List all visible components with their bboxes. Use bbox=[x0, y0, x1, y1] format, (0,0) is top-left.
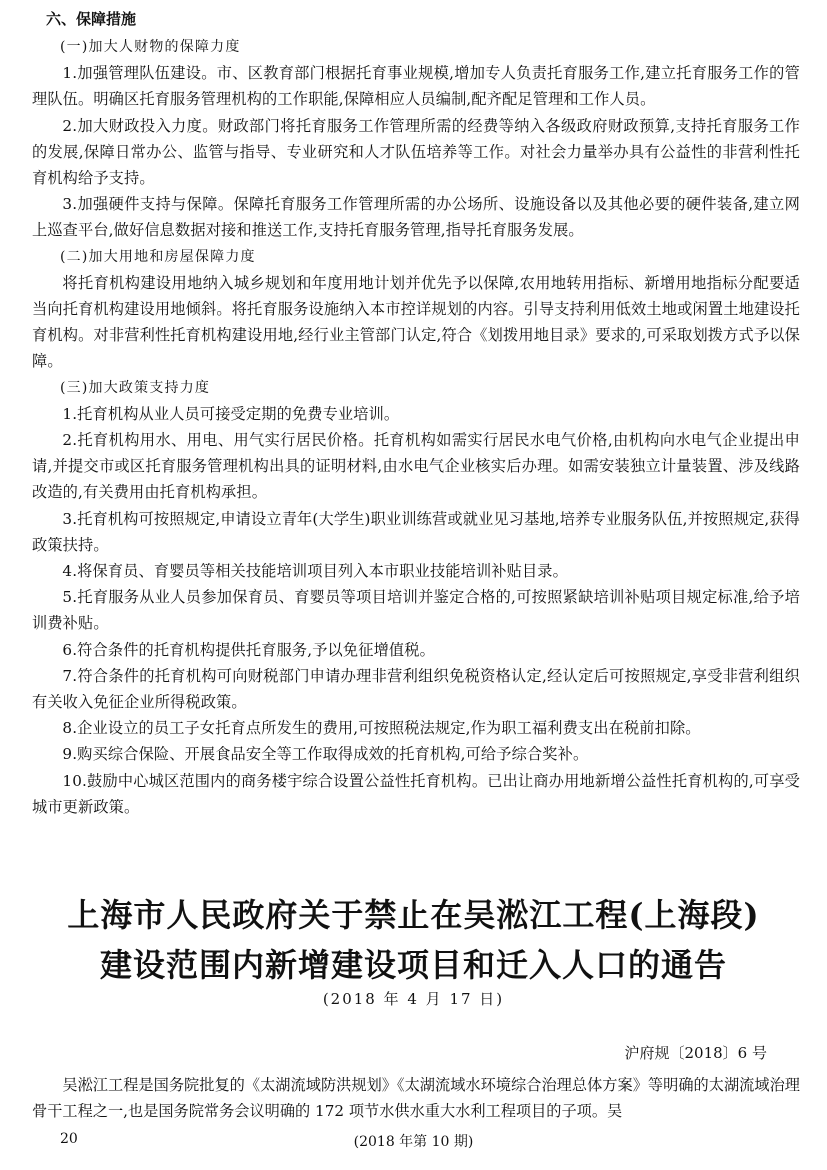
paragraph: 10.鼓励中心城区范围内的商务楼宇综合设置公益性托育机构。已出让商办用地新增公益性托育机构的,可享受城市更新政策。 bbox=[32, 771, 800, 816]
notice-date: (2018 年 4 月 17 日) bbox=[322, 990, 505, 1008]
paragraph: 9.购买综合保险、开展食品安全等工作取得成效的托育机构,可给予综合奖补。 bbox=[62, 745, 589, 764]
paragraph: 7.符合条件的托育机构可向财税部门申请办理非营利组织免税资格认定,经认定后可按照规定,享受非营利组织有关收入免征企业所得税政策。 bbox=[32, 666, 800, 712]
paragraph: 将托育机构建设用地纳入城乡规划和年度用地计划并优先予以保障,农用地转用指标、新增用地指标分配要适当向托育机构建设用地倾斜。将托育服务设施纳入本市控详规划的内容。引导支持利用低效土地或闲置土地建设托育机构。对非营利性托育机构建设用地,经行业主管部门认定,符合《划拨用地目录》要求的,可采取划拨方式予以保障。 bbox=[32, 273, 800, 371]
paragraph: 6.符合条件的托育机构提供托育服务,予以免征增值税。 bbox=[62, 640, 435, 659]
issue-label: (2018 年第 10 期) bbox=[353, 1134, 474, 1150]
document-number: 沪府规〔2018〕6 号 bbox=[624, 1044, 767, 1062]
notice-paragraph: 吴淞江工程是国务院批复的《太湖流域防洪规划》《太湖流域水环境综合治理总体方案》等明确的太湖流域治理骨干工程之一,也是国务院常务会议明确的 172 项节水供水重大水利工程项目的子项。吴 bbox=[32, 1076, 800, 1120]
paragraph: 1.加强管理队伍建设。市、区教育部门根据托育事业规模,增加专人负责托育服务工作,建立托育服务工作的管理队伍。明确区托育服务管理机构的工作职能,保障相应人员编制,配齐配足管理和工作人员。 bbox=[32, 64, 800, 109]
notice-body bbox=[32, 1072, 800, 1124]
notice-title-line-2: 建设范围内新增建设项目和迁入人口的通告 bbox=[99, 946, 727, 984]
subsection-heading: (三)加大政策支持力度 bbox=[60, 379, 211, 396]
notice-title-line-1: 上海市人民政府关于禁止在吴淞江工程(上海段) bbox=[67, 896, 760, 934]
section-heading: 六、保障措施 bbox=[46, 10, 137, 28]
paragraph: 4.将保育员、育婴员等相关技能培训项目列入本市职业技能培训补贴目录。 bbox=[62, 562, 568, 581]
paragraph: 3.加强硬件支持与保障。保障托育服务工作管理所需的办公场所、设施设备以及其他必要的硬件装备,建立网上巡查平台,做好信息数据对接和推送工作,支持托育服务管理,指导托育服务发展。 bbox=[32, 195, 800, 240]
paragraph: 2.托育机构用水、用电、用气实行居民价格。托育机构如需实行居民水电气价格,由机构向水电气企业提出申请,并提交市或区托育服务管理机构出具的证明材料,由水电气企业核实后办理。如需安装独立计量装置、涉及线路改造的,有关费用由托育机构承担。 bbox=[32, 431, 800, 502]
paragraph: 8.企业设立的员工子女托育点所发生的费用,可按照税法规定,作为职工福利费支出在税前扣除。 bbox=[62, 719, 701, 738]
page-number: 20 bbox=[60, 1131, 78, 1147]
paragraph: 3.托育机构可按照规定,申请设立青年(大学生)职业训练营或就业见习基地,培养专业服务队伍,并按照规定,获得政策扶持。 bbox=[32, 509, 800, 554]
paragraph: 1.托育机构从业人员可接受定期的免费专业培训。 bbox=[62, 404, 400, 423]
subsection-heading: (二)加大用地和房屋保障力度 bbox=[60, 248, 256, 265]
section-body bbox=[32, 34, 800, 820]
subsection-heading: (一)加大人财物的保障力度 bbox=[60, 39, 241, 55]
paragraph: 2.加大财政投入力度。财政部门将托育服务工作管理所需的经费等纳入各级政府财政预算,支持托育服务工作的发展,保障日常办公、监管与指导、专业研究和人才队伍培养等工作。对社会力量举办具有公益性的非营利性托育机构给予支持。 bbox=[32, 116, 800, 188]
paragraph: 5.托育服务从业人员参加保育员、育婴员等项目培训并鉴定合格的,可按照紧缺培训补贴项目规定标准,给予培训费补贴。 bbox=[32, 588, 800, 633]
